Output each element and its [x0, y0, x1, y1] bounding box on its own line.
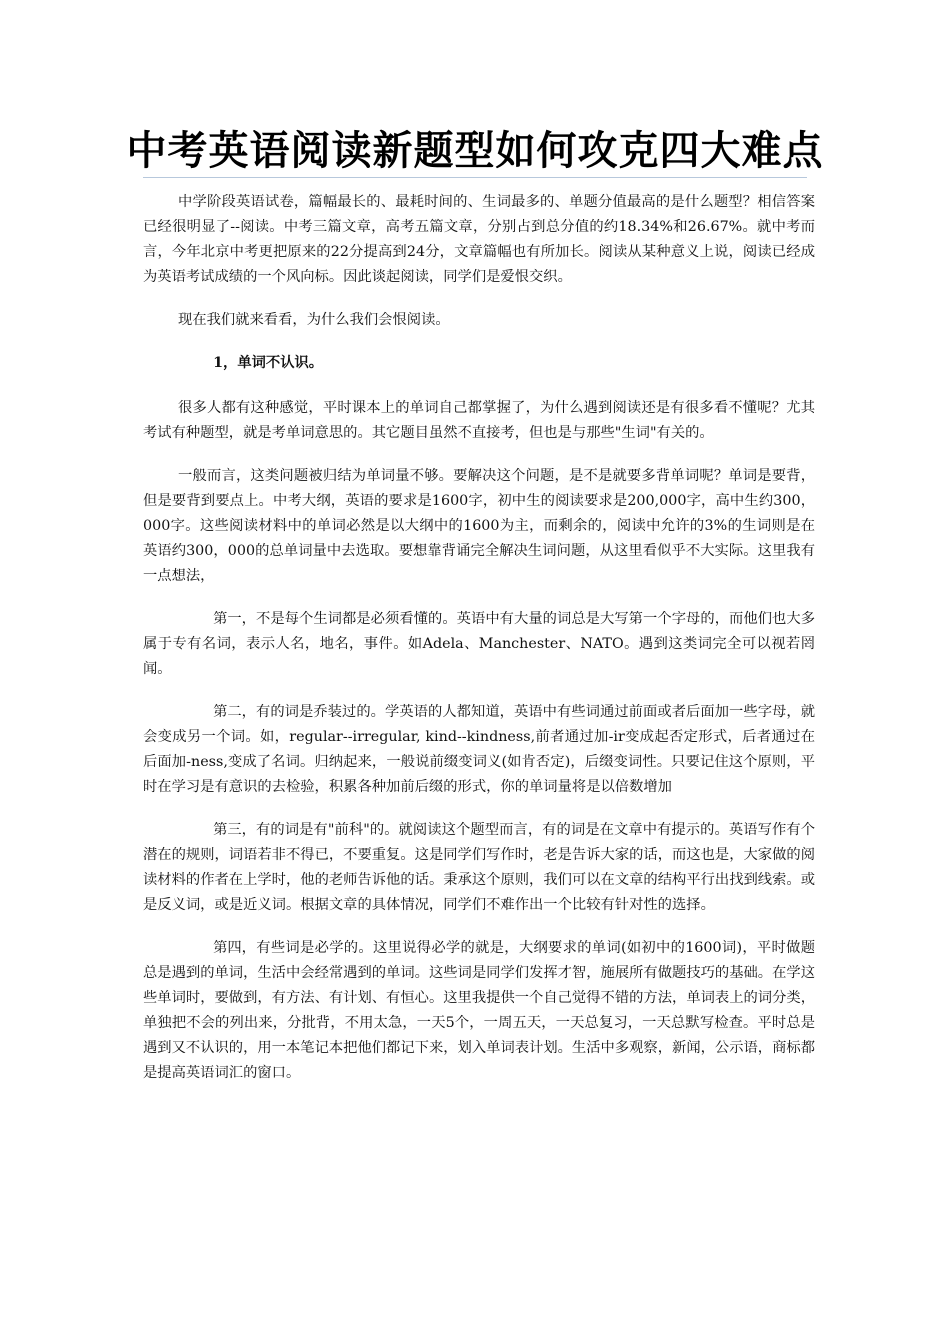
paragraph-intro: [143, 190, 815, 290]
point-label: 第三，: [213, 822, 256, 838]
section-heading-1: [143, 351, 815, 376]
point-label: 第一，: [213, 611, 256, 627]
paragraph-point-4: [143, 936, 815, 1086]
section-number: 1，: [213, 355, 238, 371]
paragraph-point-2: [143, 700, 815, 800]
paragraph-problem: [143, 396, 815, 446]
paragraph-vocabulary: [143, 464, 815, 589]
paragraph-text: 有些词是必学的。这里说得必学的就是，大纲要求的单词(如初中的1600词)，平时做题总是遇到的单词，生活中会经常遇到的单词。这些词是同学们发挥才智，施展所有做题技巧的基础。在学这些单词时，要做到，有方法、有计划、有恒心。这里我提供一个自己觉得不错的方法，单词表上的词分类，单独把不会的列出来，分批背，不用太急，一天5个，一周五天，一天总复习，一天总默写检查。平时总是遇到又不认识的，用一本笔记本把他们都记下来，划入单词表计划。生活中多观察，新闻，公示语，商标都是提高英语词汇的窗口。: [143, 940, 815, 1081]
paragraph-text: 现在我们就来看看，为什么我们会恨阅读。: [178, 312, 450, 328]
paragraph-text: 有的词是乔装过的。学英语的人都知道，英语中有些词通过前面或者后面加一些字母，就会变成另一个词。如，regular--irregular, kind--kindness,前者通过加-ir变成起否定形式，后者通过在后面加-ness,变成了名词。归纳起来，一般说前缀变词义(如肯否定)，后缀变词性。只要记住这个原则，平时在学习是有意识的去检验，积累各种加前后缀的形式，你的单词量将是以倍数增加: [143, 704, 815, 795]
point-label: 第四，: [213, 940, 256, 956]
paragraph-text: 很多人都有这种感觉，平时课本上的单词自己都掌握了，为什么遇到阅读还是有很多看不懂呢？尤其考试有种题型，就是考单词意思的。其它题目虽然不直接考，但也是与那些"生词"有关的。: [143, 400, 815, 441]
paragraph-text: 中学阶段英语试卷，篇幅最长的、最耗时间的、生词最多的、单题分值最高的是什么题型？相信答案已经很明显了--阅读。中考三篇文章，高考五篇文章，分别占到总分值的约18.34%和26.67%。就中考而言，今年北京中考更把原来的22分提高到24分，文章篇幅也有所加长。阅读从某种意义上说，阅读已经成为英语考试成绩的一个风向标。因此谈起阅读，同学们是爱恨交织。: [143, 194, 815, 285]
paragraph-text: 一般而言，这类问题被归结为单词量不够。要解决这个问题，是不是就要多背单词呢？单词是要背，但是要背到要点上。中考大纲，英语的要求是1600字，初中生的阅读要求是200,000字，高中生约300，000字。这些阅读材料中的单词必然是以大纲中的1600为主，而剩余的，阅读中允许的3%的生词则是在英语约300，000的总单词量中去选取。要想靠背诵完全解决生词问题，从这里看似乎不大实际。这里我有一点想法，: [143, 468, 815, 584]
paragraph-point-3: [143, 818, 815, 918]
paragraph-transition: [143, 308, 815, 333]
document-body: [143, 190, 815, 1104]
paragraph-text: 有的词是有"前科"的。就阅读这个题型而言，有的词是在文章中有提示的。英语写作有个潜在的规则，词语若非不得已，不要重复。这是同学们写作时，老是告诉大家的话，而这也是，大家做的阅读材料的作者在上学时，他的老师告诉他的话。秉承这个原则，我们可以在文章的结构平行出找到线索。或是反义词，或是近义词。根据文章的具体情况，同学们不难作出一个比较有针对性的选择。: [143, 822, 815, 913]
paragraph-text: 不是每个生词都是必须看懂的。英语中有大量的词总是大写第一个字母的，而他们也大多属于专有名词，表示人名，地名，事件。如Adela、Manchester、NATO。遇到这类词完全可以视若罔闻。: [143, 611, 815, 677]
point-label: 第二，: [213, 704, 256, 720]
title-underline: [143, 177, 807, 178]
section-heading-text: 单词不认识。: [237, 355, 324, 371]
paragraph-point-1: [143, 607, 815, 682]
document-title: 中考英语阅读新题型如何攻克四大难点: [126, 127, 824, 174]
